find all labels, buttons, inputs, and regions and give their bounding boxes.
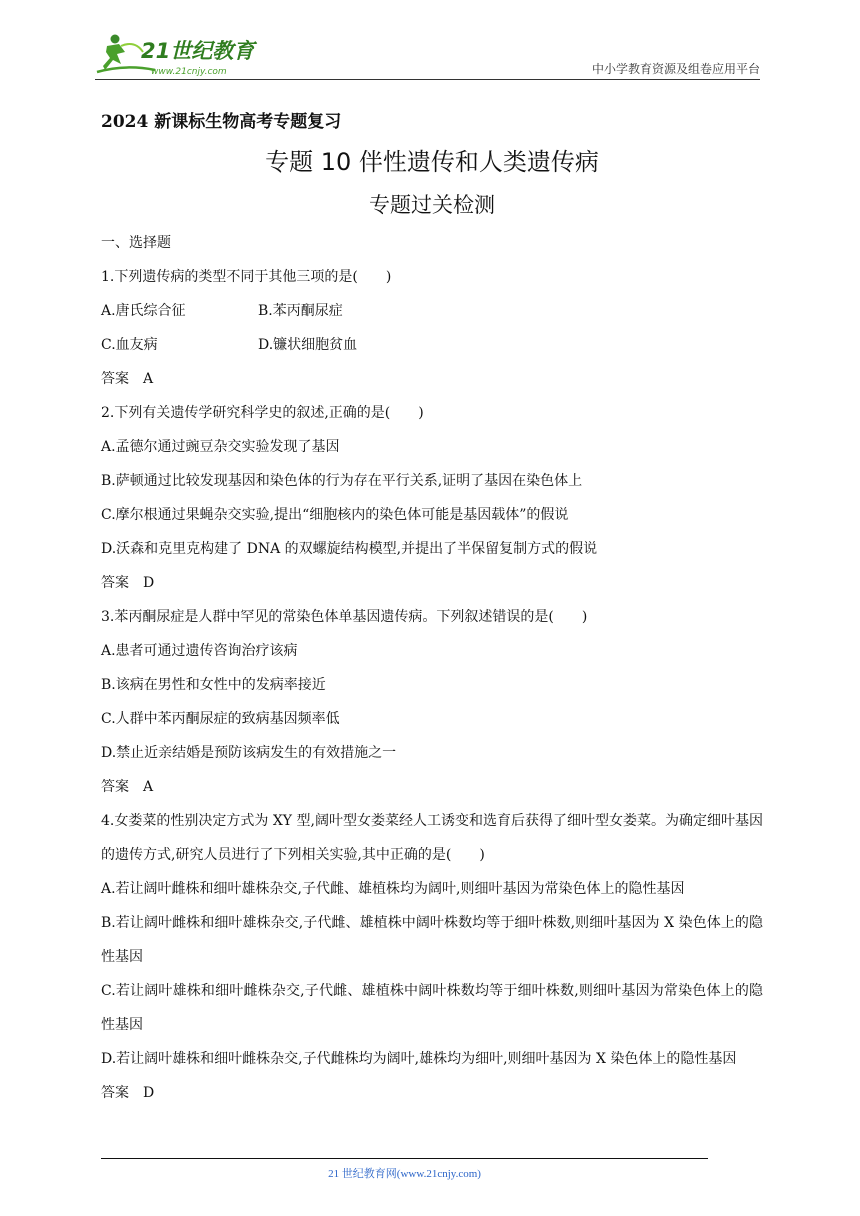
page-title: 专题 10 伴性遗传和人类遗传病 (265, 148, 599, 176)
document-body (101, 104, 763, 1110)
question-stem: 1.下列遗传病的类型不同于其他三项的是( ) (101, 269, 392, 285)
page-header (95, 30, 760, 80)
option-b: B.该病在男性和女性中的发病率接近 (101, 677, 326, 693)
option-d: D.沃森和克里克构建了 DNA 的双螺旋结构模型,并提出了半保留复制方式的假说 (101, 541, 598, 557)
question-2 (101, 396, 763, 600)
option-c: C.人群中苯丙酮尿症的致病基因频率低 (101, 711, 340, 727)
footer-divider (101, 1158, 708, 1159)
question-1 (101, 260, 763, 396)
question-4 (101, 804, 763, 1110)
option-a: A.若让阔叶雌株和细叶雄株杂交,子代雌、雄植株均为阔叶,则细叶基因为常染色体上的隐性基因 (101, 881, 685, 897)
option-d: D.若让阔叶雄株和细叶雌株杂交,子代雌株均为阔叶,雄株均为细叶,则细叶基因为 X 染色体上的隐性基因 (101, 1051, 737, 1067)
option-b: B.若让阔叶雌株和细叶雄株杂交,子代雌、雄植株中阔叶株数均等于细叶株数,则细叶基因为 X 染色体上的隐性基因 (101, 915, 763, 965)
option-b: B.苯丙酮尿症 (258, 303, 343, 319)
course-title: 2024 新课标生物高考专题复习 (101, 112, 342, 132)
section-heading: 一、选择题 (101, 235, 171, 251)
option-c: C.血友病 (101, 337, 158, 353)
option-row (101, 294, 763, 328)
header-divider (95, 79, 760, 80)
option-a: A.孟德尔通过豌豆杂交实验发现了基因 (101, 439, 340, 455)
site-logo (95, 30, 265, 78)
question-3 (101, 600, 763, 804)
option-d: D.镰状细胞贫血 (258, 337, 358, 353)
answer: 答案 D (101, 1085, 155, 1101)
option-a: A.患者可通过遗传咨询治疗该病 (101, 643, 298, 659)
question-stem: 4.女娄菜的性别决定方式为 XY 型,阔叶型女娄菜经人工诱变和选育后获得了细叶型女娄菜。为确定细叶基因的遗传方式,研究人员进行了下列相关实验,其中正确的是( ) (101, 813, 763, 863)
option-c: C.若让阔叶雄株和细叶雌株杂交,子代雌、雄植株中阔叶株数均等于细叶株数,则细叶基因为常染色体上的隐性基因 (101, 983, 763, 1033)
logo-text: 21世纪教育 (141, 39, 255, 63)
answer: 答案 A (101, 371, 154, 387)
answer: 答案 D (101, 575, 155, 591)
footer-link[interactable]: 21 世纪教育网(www.21cnjy.com) (328, 1168, 481, 1180)
option-c: C.摩尔根通过果蝇杂交实验,提出“细胞核内的染色体可能是基因载体”的假说 (101, 507, 569, 523)
platform-name: 中小学教育资源及组卷应用平台 (591, 62, 760, 76)
question-stem: 2.下列有关遗传学研究科学史的叙述,正确的是( ) (101, 405, 424, 421)
answer: 答案 A (101, 779, 154, 795)
logo-url: www.21cnjy.com (151, 67, 227, 77)
question-stem: 3.苯丙酮尿症是人群中罕见的常染色体单基因遗传病。下列叙述错误的是( ) (101, 609, 588, 625)
page-footer (101, 1158, 708, 1181)
option-b: B.萨顿通过比较发现基因和染色体的行为存在平行关系,证明了基因在染色体上 (101, 473, 583, 489)
option-d: D.禁止近亲结婚是预防该病发生的有效措施之一 (101, 745, 397, 761)
option-row (101, 328, 763, 362)
option-a: A.唐氏综合征 (101, 303, 186, 319)
page-subtitle: 专题过关检测 (369, 193, 495, 217)
